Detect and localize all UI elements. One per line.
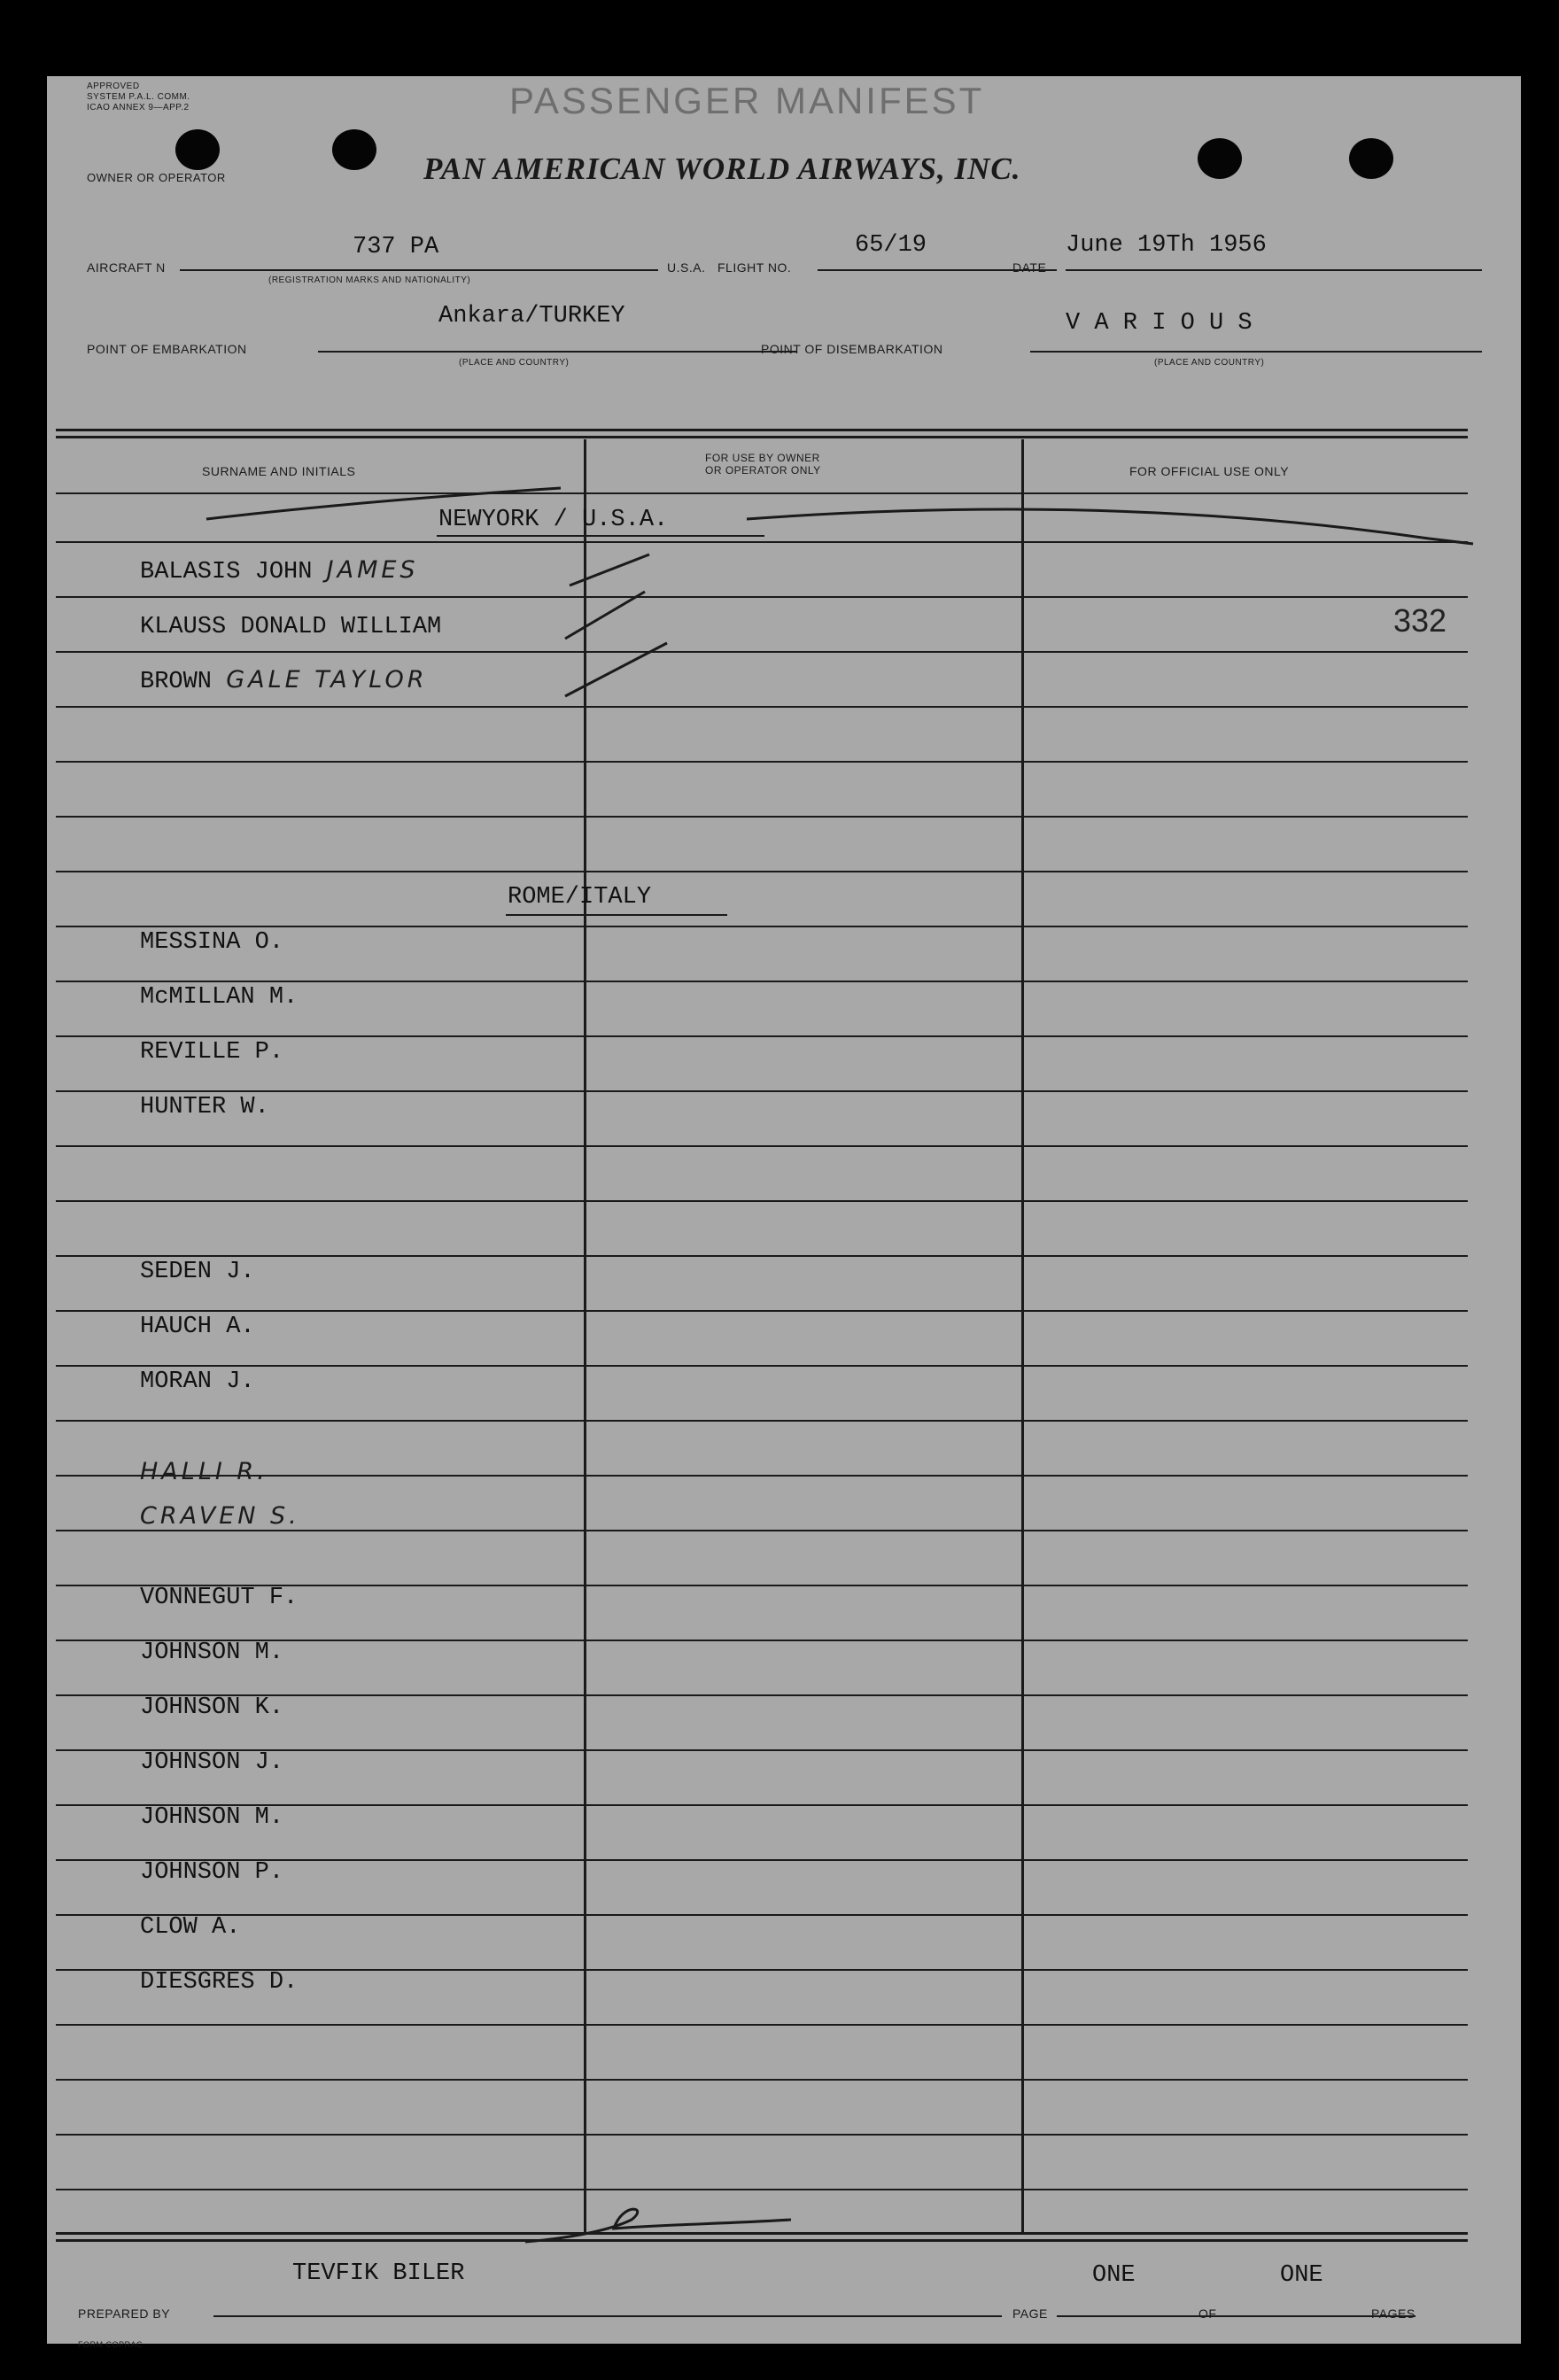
table-bottom-rule [56,2239,1468,2242]
aircraft-value: 737 PA [353,234,439,260]
flight-value: 65/19 [855,232,927,259]
column-header-operator: OR OPERATOR ONLY [705,464,821,477]
official-note: 332 [1393,602,1447,639]
column-header-official: FOR OFFICIAL USE ONLY [1129,464,1290,478]
disembark-label: POINT OF DISEMBARKATION [761,342,943,356]
page-label: PAGE [1012,2306,1048,2321]
disembark-sublabel: (PLACE AND COUNTRY) [1154,358,1265,368]
date-label: DATE [1012,260,1047,275]
prepared-underline [213,2315,1002,2317]
column-header-surname: SURNAME AND INITIALS [202,464,356,478]
of-value: ONE [1280,2262,1323,2289]
pen-marks [47,76,1521,2344]
section-heading-rome: ROME/ITALY [508,884,652,911]
approval-line: SYSTEM P.A.L. COMM. [87,92,190,102]
section-heading-newyork: NEWYORK / U.S.A. [438,507,669,533]
passenger-row: KLAUSS DONALD WILLIAM [140,614,442,640]
passenger-row: McMILLAN M. [140,984,299,1011]
approval-line: APPROVED [87,81,140,91]
passenger-row: JOHNSON J. [140,1749,284,1776]
passenger-row: CLOW A. [140,1914,241,1941]
passenger-row: BROWN GALE TAYLOR [140,666,428,695]
aircraft-label: AIRCRAFT N [87,260,166,275]
page-value: ONE [1092,2262,1136,2289]
passenger-row: HUNTER W. [140,1094,269,1120]
passenger-row: REVILLE P. [140,1039,284,1066]
disembark-value: V A R I O U S [1066,310,1253,337]
form-number: FORM COPRAC [78,2340,143,2349]
passenger-row: DIESGRES D. [140,1969,299,1996]
passenger-row: MESSINA O. [140,929,284,956]
embark-label: POINT OF EMBARKATION [87,342,247,356]
embark-value: Ankara/TURKEY [438,303,625,329]
manifest-sheet [47,76,1521,2349]
prepared-value: TEVFIK BILER [292,2260,465,2287]
embark-sublabel: (PLACE AND COUNTRY) [459,358,570,368]
owner-label: OWNER OR OPERATOR [87,171,226,184]
passenger-row: VONNEGUT F. [140,1585,299,1611]
aircraft-sublabel: (REGISTRATION MARKS AND NATIONALITY) [268,275,471,285]
passenger-row: BALASIS JOHN JAMES [140,556,419,585]
date-value: June 19Th 1956 [1066,232,1267,259]
approval-line: ICAO ANNEX 9—APP.2 [87,103,190,112]
page-title: PASSENGER MANIFEST [509,80,985,121]
passenger-row: JOHNSON M. [140,1640,284,1666]
table-bottom-rule [56,2232,1468,2235]
passenger-row: JOHNSON M. [140,1804,284,1831]
of-label: OF [1198,2306,1217,2321]
owner-name: PAN AMERICAN WORLD AIRWAYS, INC. [423,151,1021,186]
passenger-row: SEDEN J. [140,1259,255,1285]
passenger-row: HALLI R. [140,1458,268,1485]
passenger-row: JOHNSON K. [140,1694,284,1721]
passenger-row: HAUCH A. [140,1314,255,1340]
column-header-operator: FOR USE BY OWNER [705,452,820,464]
passenger-row: JOHNSON P. [140,1859,284,1886]
passenger-row: CRAVEN S. [140,1502,300,1530]
passenger-row: MORAN J. [140,1368,255,1395]
usa-label: U.S.A. [667,260,706,275]
prepared-label: PREPARED BY [78,2306,171,2321]
pages-label: PAGES [1371,2306,1416,2321]
flight-label: FLIGHT NO. [717,260,792,275]
